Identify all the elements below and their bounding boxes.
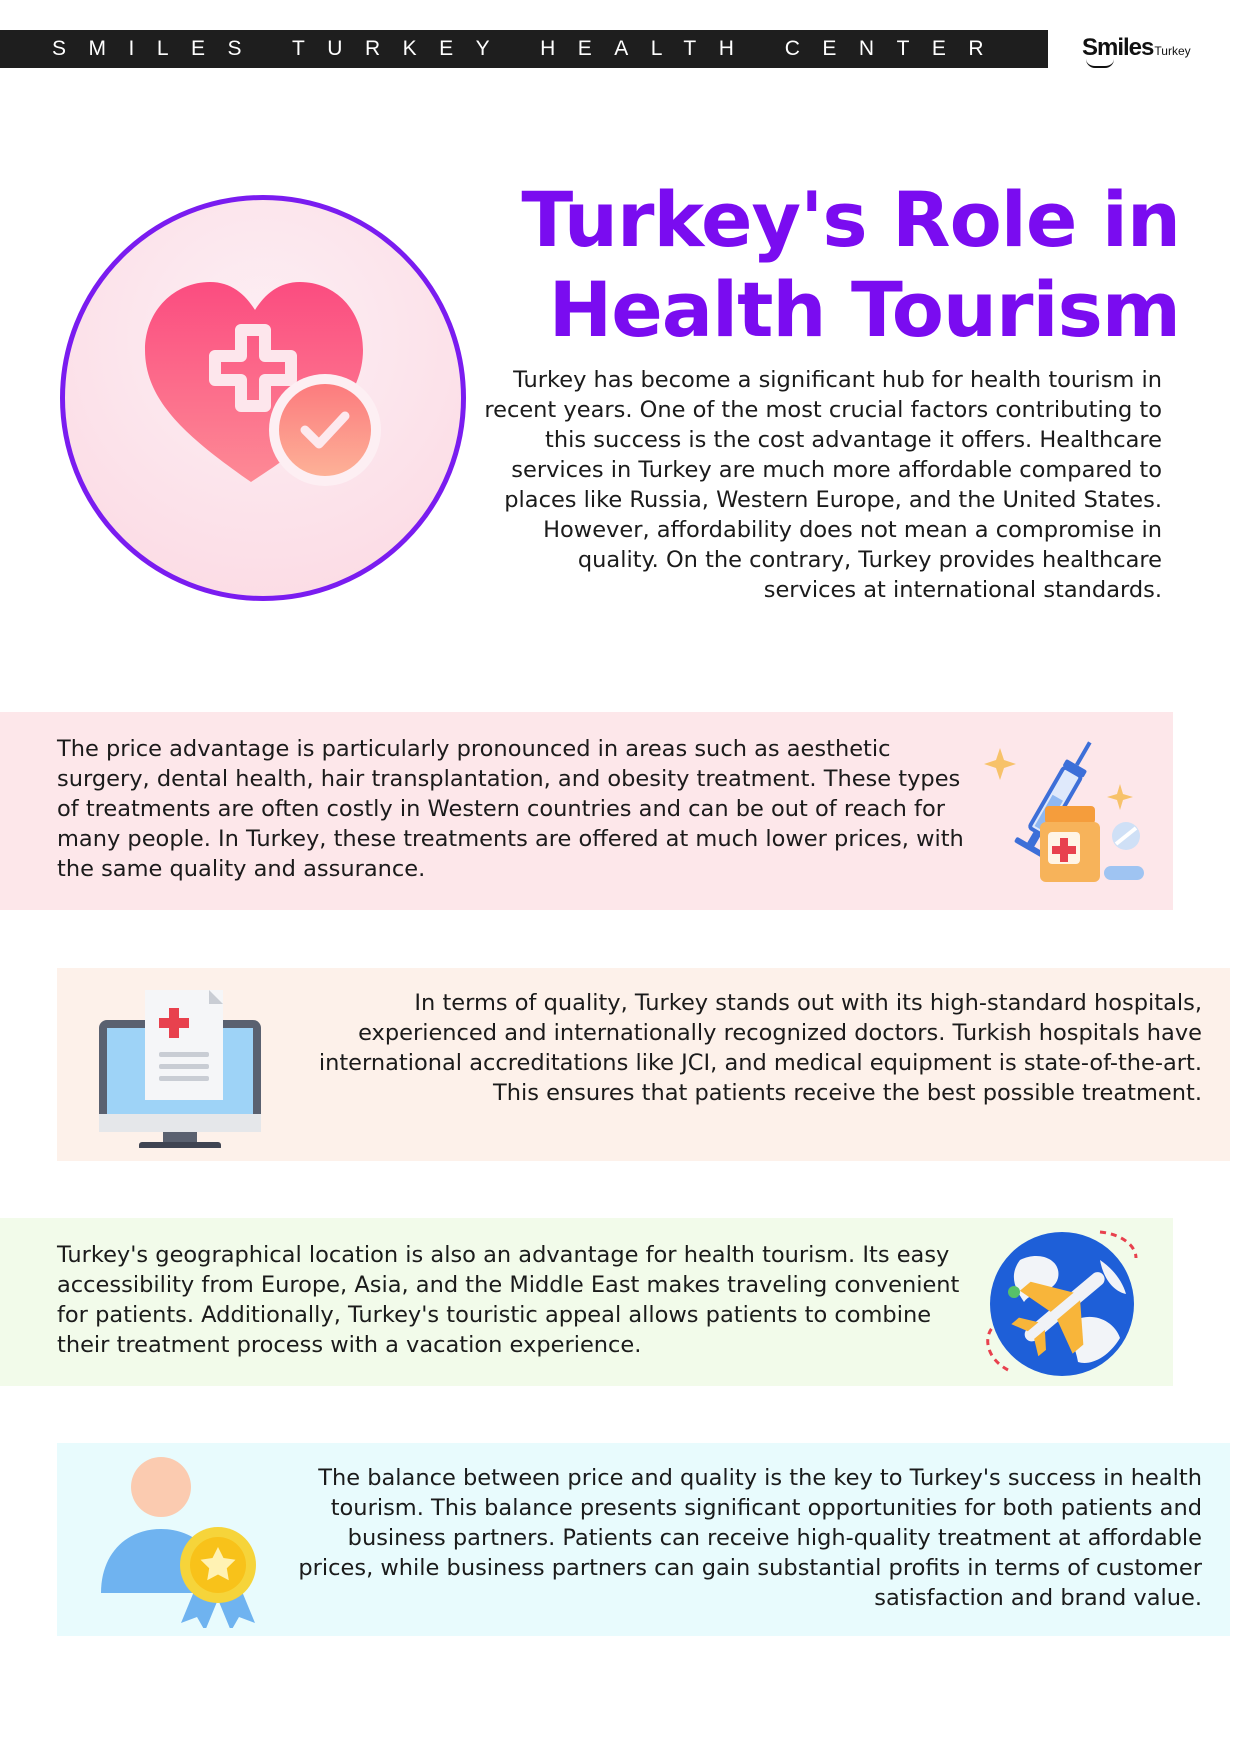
section-text: Turkey's geographical location is also an advantage for health tourism. Its easy accessibility from Europe, Asia, and the Middle East makes traveling convenient for patients. Additionally, Turkey's touristic appeal allows patients to combine their treatment process with a vacation experience. (57, 1242, 960, 1358)
syringe-medicine-icon (980, 726, 1155, 896)
globe-airplane-icon (980, 1220, 1145, 1385)
logo-smile-icon (1086, 59, 1114, 68)
heart-check-icon (65, 200, 461, 596)
section-balance (57, 1443, 1230, 1636)
section-text: The price advantage is particularly pronounced in areas such as aesthetic surgery, dental health, hair transplantation, and obesity treatment. These types of treatments are often costly in Western countries and can be out of reach for many people. In Turkey, these treatments are offered at much lower prices, with the same quality and assurance. (57, 736, 964, 882)
section-geography (0, 1218, 1173, 1386)
user-award-icon (95, 1453, 270, 1628)
intro-paragraph: Turkey has become a significant hub for health tourism in recent years. One of the most crucial factors contributing to this success is the cost advantage it offers. Healthcare services in Turkey are much more affordable compared to places like Russia, Western Europe, and the United States. However, affordability does not mean a compromise in quality. On the contrary, Turkey provides healthcare services at international standards. (484, 367, 1162, 603)
header-banner (0, 30, 1048, 68)
banner-text: SMILES TURKEY HEALTH CENTER (52, 37, 1007, 60)
section-text: The balance between price and quality is the key to Turkey's success in health tourism. This balance presents significant opportunities for both patients and business partners. Patients can receive high-quality treatment at affordable prices, while business partners can gain substantial profits in terms of customer satisfaction and brand value. (298, 1465, 1202, 1611)
section-price-advantage (0, 712, 1173, 910)
section-quality (57, 968, 1230, 1161)
page-title: Turkey's Role in Health Tourism (521, 175, 1180, 354)
medical-monitor-icon (95, 978, 270, 1148)
smiles-turkey-logo (1082, 34, 1191, 66)
logo-sub: Turkey (1154, 44, 1191, 58)
logo-main: Smiles (1082, 34, 1154, 61)
section-text: In terms of quality, Turkey stands out with its high-standard hospitals, experienced and internationally recognized doctors. Turkish hospitals have international accreditations like JCI, and medical equipment is state-of-the-art. This ensures that patients receive the best possible treatment. (318, 990, 1202, 1106)
hero-heart-circle (60, 195, 466, 601)
